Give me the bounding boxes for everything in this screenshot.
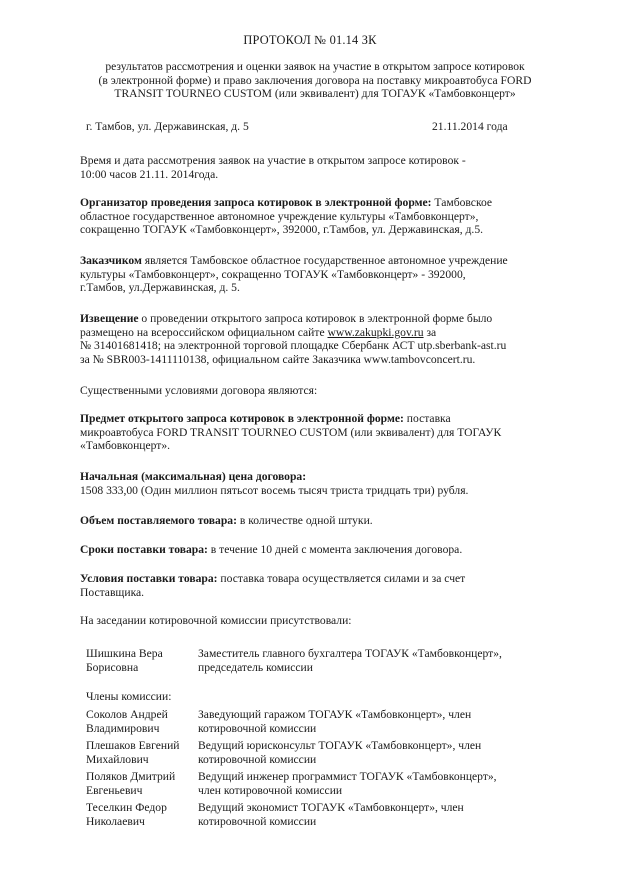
paragraph-text: размещено на всероссийском официальном сайте: [80, 325, 328, 339]
paragraph-text: в течение 10 дней с момента заключения договора.: [207, 543, 463, 556]
document-subtitle: [80, 60, 550, 101]
document-title: ПРОТОКОЛ № 01.14 ЗК: [243, 33, 377, 47]
protocol-date: 21.11.2014 года: [432, 120, 508, 133]
paragraph-line: № 31401681418; на электронной торговой площадке Сбербанк АСТ utp.sberbank-ast.ru: [80, 339, 507, 353]
organizer-paragraph: [80, 196, 542, 237]
member-name: Теселкин Федор Николаевич: [86, 801, 167, 828]
paragraph-line: областное государственное автономное учреждение культуры «Тамбовконцерт»,: [80, 209, 479, 223]
member-role: Заместитель главного бухгалтера ТОГАУК «Тамбовконцерт», председатель комиссии: [198, 647, 502, 674]
volume-paragraph: [80, 514, 542, 528]
paragraph-line: г.Тамбов, ул.Державинская, д. 5.: [80, 281, 240, 295]
paragraph-text: в количестве одной штуки.: [236, 514, 373, 527]
member-role: Ведущий юрисконсульт ТОГАУК «Тамбовконцерт», член котировочной комиссии: [198, 739, 482, 766]
member-name: Поляков Дмитрий Евгеньевич: [86, 770, 176, 797]
paragraph-line: «Тамбовконцерт».: [80, 439, 171, 453]
essential-terms-heading: Существенными условиями договора являются:: [80, 384, 318, 397]
subtitle-line: (в электронной форме) и право заключения договора на поставку микроавтобуса FORD: [98, 73, 532, 87]
member-role: Ведущий инженер программист ТОГАУК «Тамбовконцерт», член котировочной комиссии: [198, 770, 497, 797]
member-name: Шишкина Вера Борисовна: [86, 647, 163, 674]
volume-label: Объем поставляемого товара:: [80, 514, 237, 527]
members-heading: Члены комиссии:: [86, 690, 172, 703]
attendance-heading: На заседании котировочной комиссии присутствовали:: [80, 614, 352, 627]
member-role: Заведующий гаражом ТОГАУК «Тамбовконцерт», член котировочной комиссии: [198, 708, 472, 735]
paragraph-line: Поставщика.: [80, 585, 145, 599]
paragraph-text: за: [423, 325, 437, 339]
official-site-link[interactable]: www.zakupki.gov.ru: [327, 325, 424, 339]
organizer-label: Организатор проведения запроса котировок в электронной форме:: [80, 196, 432, 209]
member-name: Плешаков Евгений Михайлович: [86, 739, 180, 766]
delivery-terms-label: Условия поставки товара:: [80, 572, 218, 585]
paragraph-line: микроавтобуса FORD TRANSIT TOURNEO CUSTOM (или эквивалент) для ТОГАУК: [80, 425, 502, 439]
subtitle-line: результатов рассмотрения и оценки заявок на участие в открытом запросе котировок: [105, 60, 525, 73]
paragraph-text: о проведении открытого запроса котировок в электронной форме было: [138, 312, 493, 325]
place: г. Тамбов, ул. Державинская, д. 5: [86, 120, 249, 133]
paragraph-line: Время и дата рассмотрения заявок на участие в открытом запросе котировок -: [80, 154, 466, 167]
paragraph-text: поставка: [403, 412, 451, 425]
notice-paragraph: [80, 312, 542, 366]
customer-paragraph: [80, 254, 542, 295]
customer-label: Заказчиком: [80, 254, 142, 267]
price-paragraph: [80, 470, 542, 497]
paragraph-line: 10:00 часов 21.11. 2014года.: [80, 167, 219, 181]
paragraph-line: культуры «Тамбовконцерт», сокращенно ТОГАУК «Тамбовконцерт» - 392000,: [80, 267, 466, 281]
notice-label: Извещение: [80, 312, 139, 325]
paragraph-text: Тамбовское: [431, 196, 493, 209]
subject-label: Предмет открытого запроса котировок в электронной форме:: [80, 412, 404, 425]
paragraph-line: сокращенно ТОГАУК «Тамбовконцерт», 392000, г.Тамбов, ул. Державинская, д.5.: [80, 223, 484, 237]
subject-paragraph: [80, 412, 542, 453]
review-time-paragraph: [80, 154, 542, 181]
paragraph-text: является Тамбовское областное государственное автономное учреждение: [141, 254, 508, 267]
subtitle-line: TRANSIT TOURNEO CUSTOM (или эквивалент) для ТОГАУК «Тамбовконцерт»: [114, 87, 516, 101]
price-label: Начальная (максимальная) цена договора:: [80, 470, 307, 483]
paragraph-text: поставка товара осуществляется силами и за счет: [217, 572, 466, 585]
paragraph-line: за № SBR003-1411110138, официальном сайте Заказчика www.tambovconcert.ru.: [80, 352, 476, 366]
delivery-time-paragraph: [80, 543, 542, 557]
paragraph-line: 1508 333,00 (Один миллион пятьсот восемь тысяч триста тридцать три) рубля.: [80, 483, 469, 497]
member-name: Соколов Андрей Владимирович: [86, 708, 168, 735]
member-role: Ведущий экономист ТОГАУК «Тамбовконцерт», член котировочной комиссии: [198, 801, 464, 828]
delivery-time-label: Сроки поставки товара:: [80, 543, 208, 556]
delivery-terms-paragraph: [80, 572, 542, 599]
